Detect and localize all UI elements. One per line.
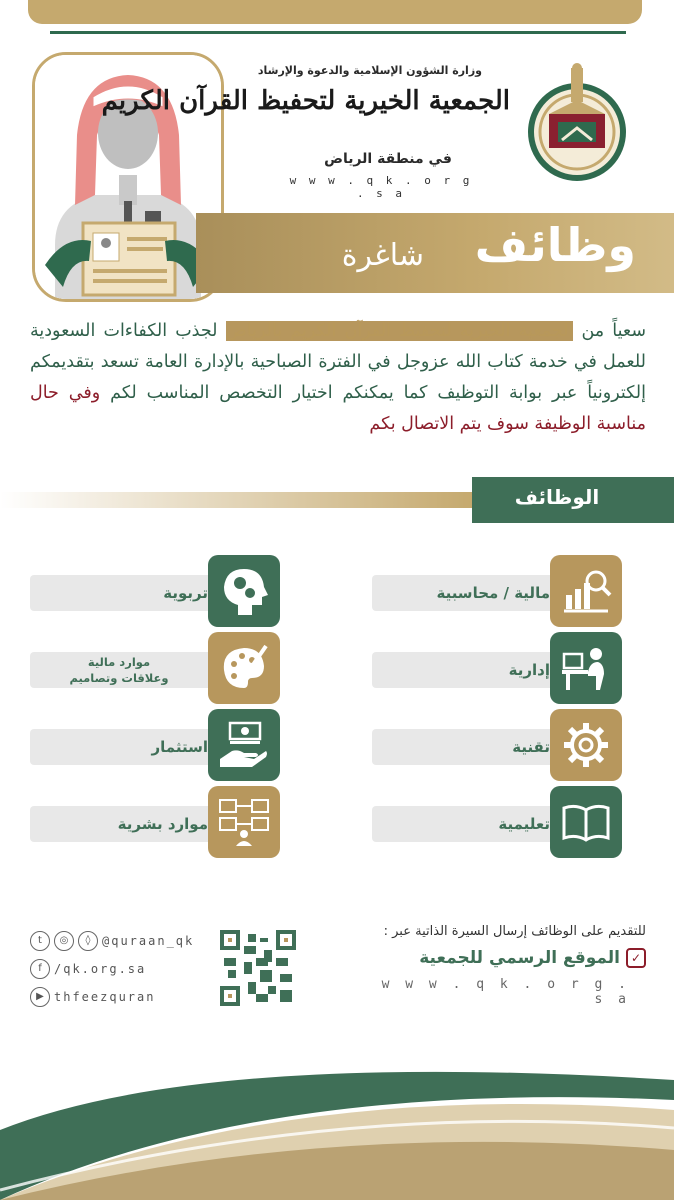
job-technical[interactable] xyxy=(372,709,622,781)
youtube-handle: thfeezquran xyxy=(54,989,156,1004)
desk-worker-icon xyxy=(550,632,622,704)
jobs-heading-band xyxy=(0,492,472,508)
job-investment[interactable] xyxy=(30,709,280,781)
intro-contact-note: وفي حال مناسبة الوظيفة سوف يتم الاتصال بكم xyxy=(30,383,646,434)
region-name: في منطقة الرياض xyxy=(324,151,452,167)
money-hand-icon xyxy=(208,709,280,781)
palette-icon xyxy=(208,632,280,704)
intro-paragraph xyxy=(30,316,646,440)
youtube-icon: ▶ xyxy=(30,987,50,1007)
job-administrative[interactable] xyxy=(372,632,622,704)
job-finance-relations[interactable] xyxy=(30,632,280,704)
ministry-name: وزارة الشؤون الإسلامية والدعوة والإرشاد xyxy=(257,64,482,77)
qr-code[interactable] xyxy=(220,930,296,1006)
header-website[interactable]: w w w . q k . o r g . s a xyxy=(289,174,473,200)
bottom-wave-decor xyxy=(0,1040,674,1200)
brain-gears-icon xyxy=(208,555,280,627)
gear-icon xyxy=(550,709,622,781)
footer-website[interactable]: w w w . q k . o r g . s a xyxy=(381,977,630,1007)
jobs-heading xyxy=(472,477,674,523)
intro-part-3: لجذب الكفاءات السعودية للعمل في خدمة كتاب الله عزوجل في الفترة الصباحية بالإدارة العامة تسعد بتقديمكم إلكترونياً عبر بوابة التوظيف كما يمكنكم اختيار التخصص المناسب لكم xyxy=(30,321,646,403)
job-human-resources[interactable] xyxy=(30,786,280,858)
job-label-line-1: موارد مالية xyxy=(87,655,151,669)
org-chart-icon xyxy=(208,786,280,858)
title-main: وظائف xyxy=(474,218,636,272)
job-label: تعليمية xyxy=(498,815,550,833)
official-site-label: الموقع الرسمي للجمعية xyxy=(419,948,620,968)
job-educational[interactable] xyxy=(372,786,622,858)
top-divider xyxy=(50,31,626,34)
job-label: موارد بشرية xyxy=(117,815,208,833)
apply-instructions: للتقديم على الوظائف إرسال السيرة الذاتية عبر : xyxy=(383,924,646,939)
intro-org-highlight: الجمعية الخيرية لتحفيظ القرآن الكريم بالرياض xyxy=(225,321,574,341)
social-handle: @quraan_qk xyxy=(102,933,195,948)
job-label: استثمار xyxy=(151,738,208,756)
open-book-icon xyxy=(550,786,622,858)
check-icon: ✓ xyxy=(626,948,646,968)
social-handle-row[interactable] xyxy=(30,930,194,952)
snapchat-icon: ◊ xyxy=(78,931,98,951)
title-sub: شاغرة xyxy=(341,238,424,273)
job-label: مالية / محاسبية xyxy=(436,584,550,602)
organization-name: الجمعية الخيرية لتحفيظ القرآن الكريم xyxy=(101,86,510,116)
society-emblem xyxy=(516,62,638,182)
job-label-line-2: وعلاقات وتصاميم xyxy=(69,671,169,685)
official-site-link[interactable] xyxy=(340,948,646,968)
job-label xyxy=(30,654,208,686)
twitter-icon: t xyxy=(30,931,50,951)
intro-part-1: سعياً من xyxy=(573,321,647,341)
job-label: تقنية xyxy=(512,738,550,756)
jobs-heading-label: الوظائف xyxy=(514,485,600,509)
facebook-row[interactable] xyxy=(30,958,146,980)
instagram-icon: ◎ xyxy=(54,931,74,951)
job-label: تربوية xyxy=(163,584,208,602)
job-label: إدارية xyxy=(508,661,550,679)
job-finance[interactable] xyxy=(372,555,622,627)
facebook-handle: /qk.org.sa xyxy=(54,961,147,976)
top-decor-bar xyxy=(28,0,642,24)
finance-chart-icon xyxy=(550,555,622,627)
facebook-icon: f xyxy=(30,959,50,979)
youtube-row[interactable] xyxy=(30,986,155,1008)
job-pedagogical[interactable] xyxy=(30,555,280,627)
